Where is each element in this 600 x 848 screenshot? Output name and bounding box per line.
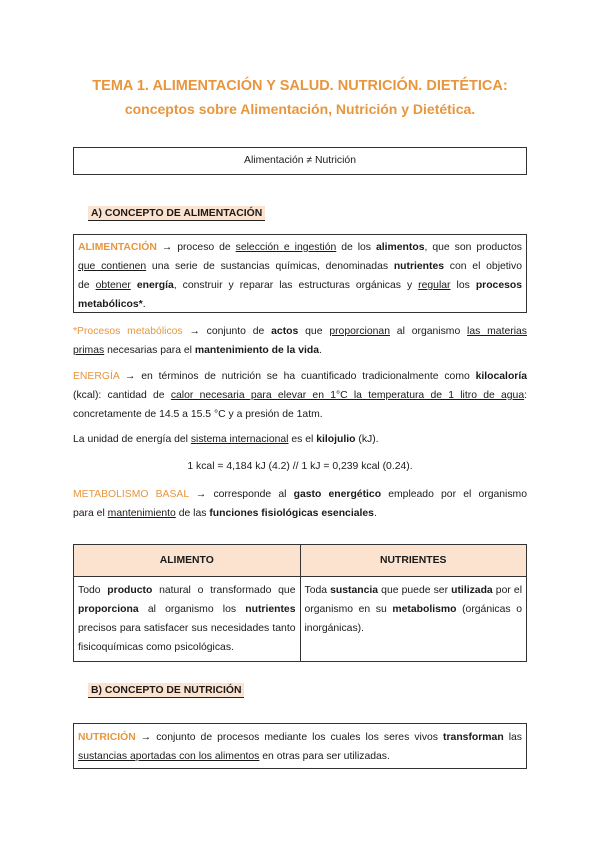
proc-line-1 xyxy=(73,322,527,341)
alim-line-2 xyxy=(78,257,522,276)
cell-text: Toda xyxy=(304,585,331,596)
metab-text: → corresponde al xyxy=(188,489,294,500)
alim-u1: selección e ingestión xyxy=(235,242,337,253)
cell-text: Todo xyxy=(78,585,108,596)
alim-b5: metabólicos* xyxy=(78,299,143,310)
topic-box-text: Alimentación ≠ Nutrición xyxy=(244,155,356,166)
proc-u2a: las materias xyxy=(467,326,527,337)
proc-text: al organismo xyxy=(389,326,468,337)
metab-text: . xyxy=(373,508,377,519)
proc-text: que xyxy=(298,326,330,337)
nutri-u1: sustancias aportadas con los alimentos xyxy=(78,751,260,762)
alim-text: , que son productos xyxy=(424,242,522,253)
energia-text: : xyxy=(524,390,528,401)
section-b-heading: B) CONCEPTO DE NUTRICIÓN xyxy=(88,683,244,698)
cell-bold: nutrientes xyxy=(245,604,296,615)
nutri-text: en otras para ser utilizadas. xyxy=(259,751,390,762)
alim-text: , construir y reparar las estructuras orgánicas y xyxy=(173,280,419,291)
alim-text: → proceso de xyxy=(156,242,236,253)
metab-u1: mantenimiento xyxy=(107,508,176,519)
unidad-b1: kilojulio xyxy=(316,434,356,445)
cell-bold: utilizada xyxy=(451,585,493,596)
table-cell-nutrientes xyxy=(300,577,527,662)
table-row xyxy=(74,577,527,662)
energia-line-3: concretamente de 14.5 a 15.5 °C y a presión de 1atm. xyxy=(73,409,323,420)
page-title: TEMA 1. ALIMENTACIÓN Y SALUD. NUTRICIÓN. DIETÉTICA: xyxy=(92,78,508,94)
metab-term: METABOLISMO BASAL xyxy=(73,489,189,500)
alim-b1: alimentos xyxy=(375,242,425,253)
unidad-text: (kJ). xyxy=(355,434,379,445)
cell-text: natural o transformado que xyxy=(152,585,296,596)
proc-text: → conjunto de xyxy=(182,326,272,337)
energia-line-2 xyxy=(73,386,527,405)
energia-u1: calor necesaria para elevar en 1°C la temperatura de 1 litro de agua xyxy=(170,390,525,401)
energia-text: → en términos de nutrición se ha cuantificado tradicionalmente como xyxy=(119,371,476,382)
nutri-text: → conjunto de procesos mediante los cuales los seres vivos xyxy=(135,732,444,743)
nutri-term: NUTRICIÓN xyxy=(78,732,136,743)
alim-line-1 xyxy=(78,238,522,257)
energia-term: ENERGÍA xyxy=(73,371,120,382)
unidad-paragraph xyxy=(73,430,527,449)
conversion-formula: 1 kcal = 4,184 kJ (4.2) // 1 kJ = 0,239 kcal (0.24). xyxy=(187,461,413,472)
unidad-text: es el xyxy=(288,434,317,445)
energia-line-1 xyxy=(73,367,527,386)
cell-text: (orgánicas o inorgánicas). xyxy=(304,604,522,634)
energia-text: (kcal): cantidad de xyxy=(73,390,171,401)
cell-text: por el organismo en su xyxy=(304,585,522,615)
metab-line-2 xyxy=(73,504,527,523)
proc-term: *Procesos metabólicos xyxy=(73,326,183,337)
proc-line-2 xyxy=(73,341,527,360)
energia-paragraph xyxy=(73,367,527,424)
unidad-u1: sistema internacional xyxy=(190,434,289,445)
section-a-heading: A) CONCEPTO DE ALIMENTACIÓN xyxy=(88,206,265,221)
proc-b2: mantenimiento de la vida xyxy=(194,345,320,356)
alim-text: de xyxy=(78,280,96,291)
cell-bold: sustancia xyxy=(330,585,379,596)
proc-text: . xyxy=(319,345,322,356)
cell-bold: producto xyxy=(107,585,153,596)
alim-text: una serie de sustancias químicas, denominadas xyxy=(146,261,394,272)
alim-u2: que contienen xyxy=(78,261,147,272)
alimento-nutrientes-table xyxy=(73,544,527,662)
nutri-line-1 xyxy=(78,728,522,747)
nutri-line-2 xyxy=(78,747,522,766)
alim-b4: procesos xyxy=(475,280,523,291)
table-header-nutrientes: NUTRIENTES xyxy=(300,545,527,577)
alim-text: . xyxy=(142,299,146,310)
table-cell-alimento xyxy=(74,577,301,662)
page-subtitle: conceptos sobre Alimentación, Nutrición y Dietética. xyxy=(124,101,476,117)
nutri-text: las xyxy=(503,732,522,743)
cell-bold: proporciona xyxy=(78,604,139,615)
proc-u1: proporcionan xyxy=(329,326,390,337)
alim-text: los xyxy=(450,280,476,291)
procesos-metabolicos-paragraph xyxy=(73,322,527,360)
alim-u3: obtener xyxy=(95,280,131,291)
metabolismo-paragraph xyxy=(73,485,527,523)
table-header-row xyxy=(74,545,527,577)
metab-text: de las xyxy=(175,508,210,519)
cell-text: que puede ser xyxy=(378,585,452,596)
alim-text: con el objetivo xyxy=(444,261,522,272)
alimentacion-definition-box xyxy=(73,234,527,313)
alim-b2: nutrientes xyxy=(393,261,445,272)
alim-term: ALIMENTACIÓN xyxy=(78,242,157,253)
energia-b1: kilocaloría xyxy=(475,371,527,382)
alim-b3: energía xyxy=(136,280,174,291)
cell-text: precisos para satisfacer sus necesidades tanto fisicoquímicas como psicológicas. xyxy=(78,623,296,653)
metab-b1: gasto energético xyxy=(293,489,382,500)
metab-line-1 xyxy=(73,485,527,504)
proc-text: necesarias para el xyxy=(104,345,195,356)
metab-text: empleado por el organismo xyxy=(381,489,527,500)
unidad-text: La unidad de energía del xyxy=(73,434,191,445)
table-header-alimento: ALIMENTO xyxy=(74,545,301,577)
topic-box xyxy=(73,147,527,175)
alim-text: de los xyxy=(336,242,376,253)
alim-line-3 xyxy=(78,276,522,295)
metab-b2: funciones fisiológicas esenciales xyxy=(209,508,374,519)
alim-line-4 xyxy=(78,295,522,314)
cell-text: al organismo los xyxy=(138,604,246,615)
proc-b1: actos xyxy=(271,326,299,337)
proc-u2b: primas xyxy=(73,345,105,356)
alim-u4: regular xyxy=(418,280,451,291)
nutri-b1: transforman xyxy=(443,732,504,743)
nutricion-definition-box xyxy=(73,723,527,769)
metab-text: para el xyxy=(73,508,108,519)
cell-bold: metabolismo xyxy=(392,604,457,615)
